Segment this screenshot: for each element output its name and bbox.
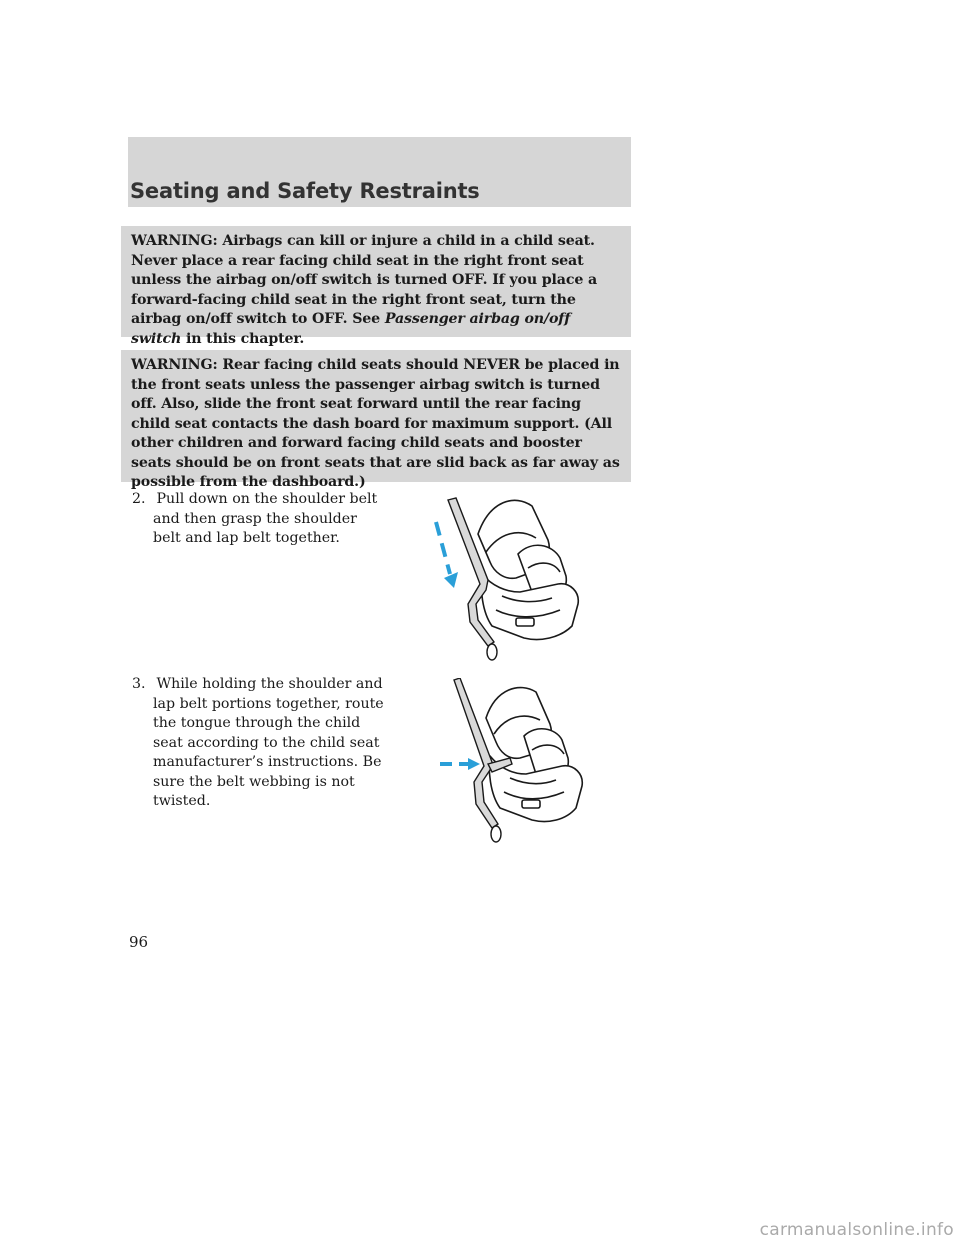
step-line: While holding the shoulder and xyxy=(156,676,383,692)
section-title: Seating and Safety Restraints xyxy=(130,179,480,203)
cross-reference-link[interactable]: Passenger airbag on/off switch xyxy=(131,311,571,347)
watermark: carmanualsonline.info xyxy=(759,1220,954,1240)
child-seat-pull-belt-illustration xyxy=(420,492,600,664)
warning-box-rear-facing xyxy=(121,350,631,490)
warning-text: WARNING: Airbags can kill or injure a child in a child seat. Never place a rear facing child seat in the right front seat unless the airbag on/off switch is turned OFF. If you place a forward-facing child seat in the right front seat, turn the airbag on/off switch to OFF. See xyxy=(131,233,598,327)
step-2 xyxy=(132,490,377,549)
step-line: seat according to the child seat xyxy=(153,734,380,751)
step-line: and then grasp the shoulder xyxy=(153,510,357,527)
step-line: belt and lap belt together. xyxy=(153,530,340,546)
section-header xyxy=(128,137,631,207)
step-line: manufacturer’s instructions. Be xyxy=(153,754,382,770)
step-line: Pull down on the shoulder belt xyxy=(156,491,378,507)
step-line: sure the belt webbing is not xyxy=(153,773,355,790)
step-3 xyxy=(132,675,384,812)
step-number: 2. xyxy=(132,491,146,507)
step-line: the tongue through the child xyxy=(153,715,361,731)
page-number: 96 xyxy=(129,933,149,951)
warning-text-end: in this chapter. xyxy=(181,330,305,347)
child-seat-route-belt-illustration xyxy=(440,678,600,843)
warning-text: WARNING: Rear facing child seats should NEVER be placed in the front seats unless the passenger airbag switch is turned off. Also, slide the front seat forward until the rear facing child seat contacts the dash board for maximum support. (All other children and forward facing child seats and booster seats should be on front seats that are slid back as far away as possible from the dashboard.) xyxy=(131,357,620,490)
step-line: lap belt portions together, route xyxy=(153,695,384,712)
step-line: twisted. xyxy=(153,793,211,809)
warning-box-airbag xyxy=(121,226,631,347)
step-number: 3. xyxy=(132,676,146,692)
